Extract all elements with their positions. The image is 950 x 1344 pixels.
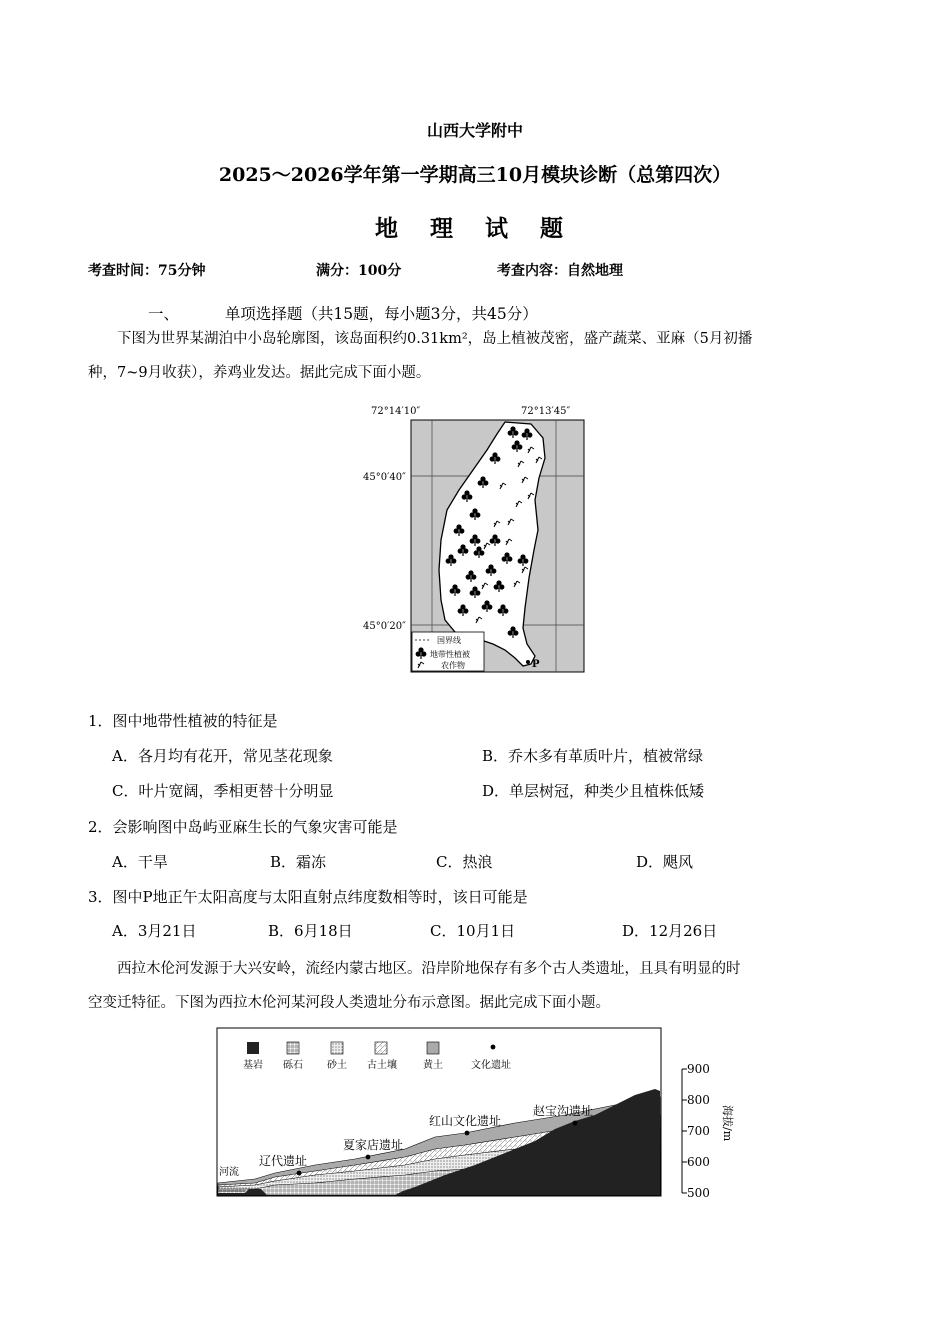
exam-title: 2025～2026学年第一学期高三10月模块诊断（总第四次） <box>218 164 732 186</box>
legend-paleosol-swatch <box>375 1042 387 1054</box>
lat-top-label: 45°0′40″ <box>363 472 406 483</box>
q3-option-c: C．10月1日 <box>430 922 516 940</box>
q1-option-c: C．叶片宽阔，季相更替十分明显 <box>112 782 334 800</box>
school-name: 山西大学附中 <box>426 121 523 140</box>
lon-right-label: 72°13′45″ <box>521 406 571 417</box>
legend-bedrock: 基岩 <box>243 1060 263 1071</box>
legend-paleosol: 古土壤 <box>367 1060 397 1071</box>
legend-loess-swatch <box>427 1042 439 1054</box>
q3-option-d: D．12月26日 <box>622 922 718 940</box>
q2-option-c: C．热浪 <box>436 853 493 871</box>
legend-gravel-swatch <box>287 1042 299 1054</box>
section-title: 单项选择题（共15题，每小题3分，共45分） <box>224 305 538 323</box>
passage-1-line-2: 种，7~9月收获），养鸡业发达。据此完成下面小题。 <box>88 365 431 381</box>
legend-vegetation-label: 地带性植被 <box>430 650 470 659</box>
site-liao-label: 辽代遗址 <box>259 1154 308 1168</box>
legend-gravel: 砾石 <box>283 1060 303 1071</box>
exam-content: 考查内容：自然地理 <box>497 263 623 279</box>
question-1-stem: 1．图中地带性植被的特征是 <box>88 712 278 730</box>
site-zhaobaogou-marker <box>573 1121 578 1126</box>
point-p-marker <box>526 660 530 664</box>
passage-2-line-2: 空变迁特征。下图为西拉木伦河某河段人类遗址分布示意图。据此完成下面小题。 <box>88 995 610 1011</box>
q1-option-d: D．单层树冠，种类少且植株低矮 <box>482 782 705 800</box>
q1-option-b: B．乔木多有革质叶片，植被常绿 <box>482 747 704 765</box>
question-2-stem: 2．会影响图中岛屿亚麻生长的气象灾害可能是 <box>88 818 398 836</box>
legend-crop-label: 农作物 <box>441 661 465 670</box>
q2-option-a: A．干旱 <box>112 853 168 871</box>
point-p-label: P <box>532 659 540 670</box>
legend-site-marker <box>491 1045 496 1050</box>
question-3-stem: 3．图中P地正午太阳高度与太阳直射点纬度数相等时，该日可能是 <box>88 888 528 906</box>
q2-option-b: B．霜冻 <box>270 853 327 871</box>
site-hongshan-label: 红山文化遗址 <box>429 1114 502 1128</box>
site-xiajiadian-label: 夏家店遗址 <box>343 1138 404 1152</box>
passage-2 <box>88 952 863 1020</box>
exam-time: 考查时间：75分钟 <box>88 263 206 279</box>
lon-left-label: 72°14′10″ <box>371 406 421 417</box>
island-map <box>355 400 595 680</box>
elevation-axis-label: 海拔/m <box>721 1105 734 1142</box>
site-zhaobaogou-label: 赵宝沟遗址 <box>533 1104 594 1118</box>
lat-bottom-label: 45°0′20″ <box>363 621 406 632</box>
tick-900: 900 <box>687 1062 710 1076</box>
tick-600: 600 <box>687 1155 710 1169</box>
passage-1 <box>88 322 863 390</box>
legend-site: 文化遗址 <box>471 1060 511 1071</box>
full-score: 满分：100分 <box>316 263 402 279</box>
q1-option-a: A．各月均有花开，常见茎花现象 <box>112 747 333 765</box>
river-label: 河流 <box>219 1167 239 1178</box>
terrace-profile <box>215 1025 734 1205</box>
section-number: 一、 <box>148 305 180 323</box>
legend-loess: 黄土 <box>423 1060 443 1071</box>
section-heading <box>148 302 538 324</box>
subject-title: 地 理 试 题 <box>374 215 576 242</box>
site-hongshan-marker <box>465 1131 470 1136</box>
tick-700: 700 <box>687 1124 710 1138</box>
site-liao-marker <box>297 1171 302 1176</box>
q3-option-a: A．3月21日 <box>112 922 197 940</box>
passage-2-line-1: 西拉木伦河发源于大兴安岭，流经内蒙古地区。沿岸阶地保存有多个古人类遗址，且具有明显的时 <box>117 961 741 977</box>
legend-sand: 砂土 <box>327 1060 347 1071</box>
legend-border-label: 国界线 <box>437 636 461 645</box>
site-xiajiadian-marker <box>366 1155 371 1160</box>
legend-bedrock-swatch <box>247 1042 259 1054</box>
passage-1-line-1: 下图为世界某湖泊中小岛轮廓图，该岛面积约0.31km²，岛上植被茂密，盛产蔬菜、亚麻（5月初播 <box>117 331 753 347</box>
q2-option-d: D．飓风 <box>636 853 694 871</box>
tick-500: 500 <box>687 1186 710 1200</box>
tick-800: 800 <box>687 1093 710 1107</box>
q3-option-b: B．6月18日 <box>268 922 353 940</box>
legend-sand-swatch <box>331 1042 343 1054</box>
